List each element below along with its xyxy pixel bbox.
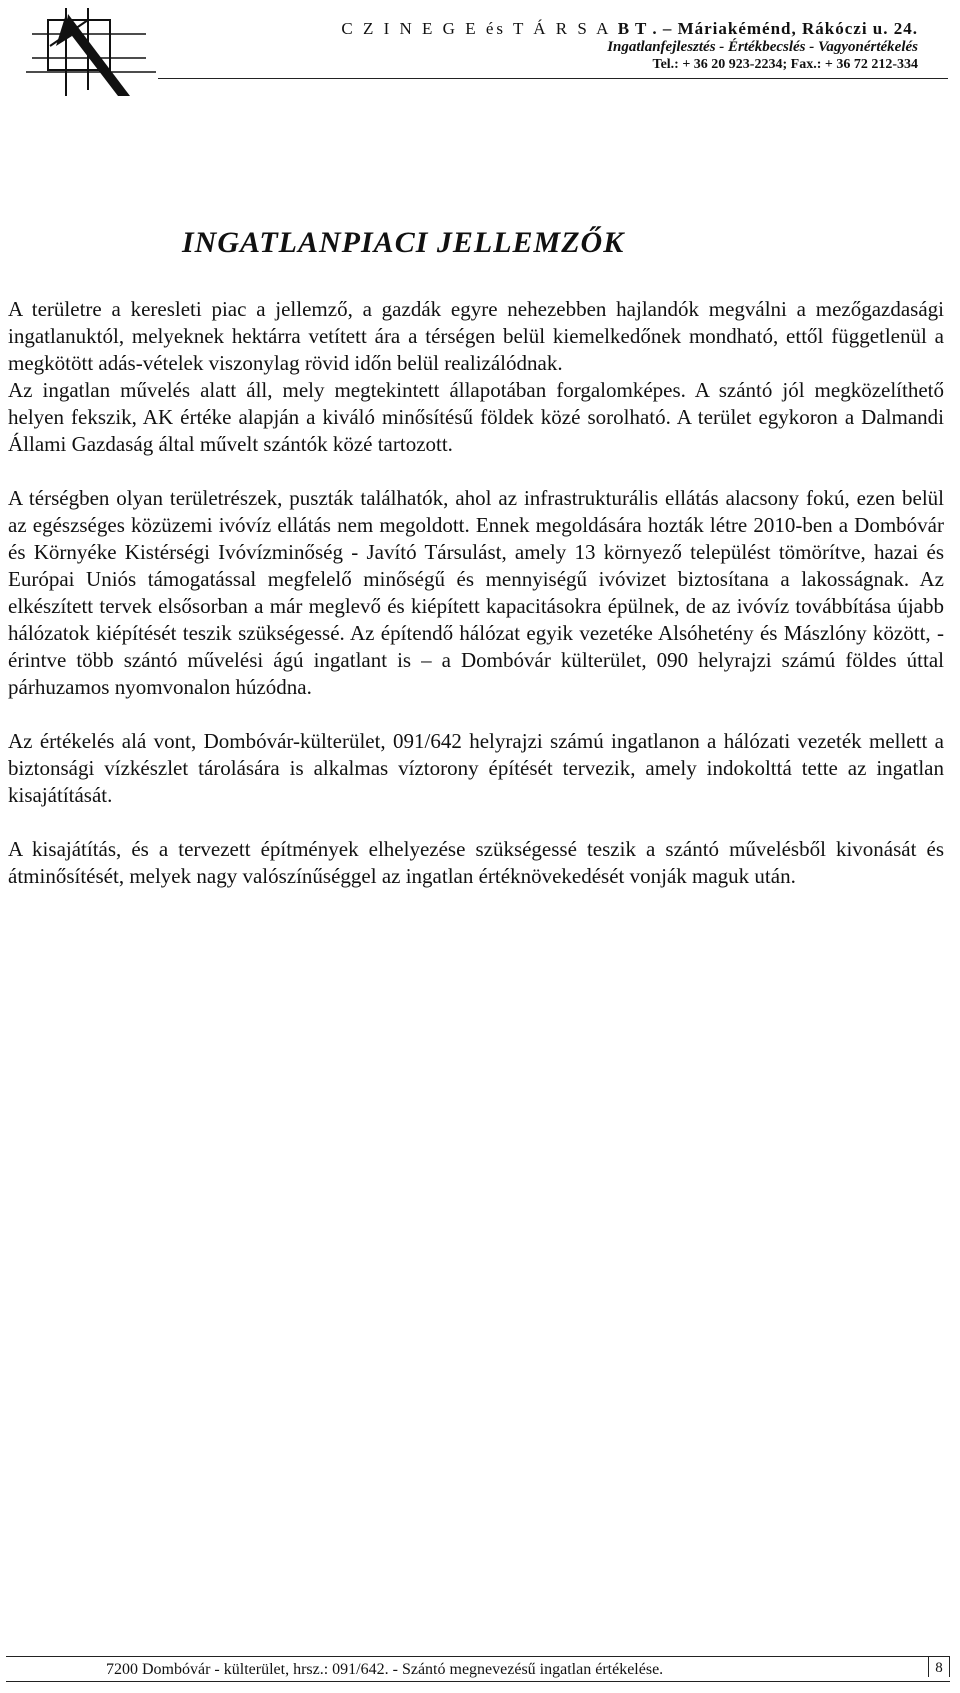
document-body: [8, 296, 944, 890]
paragraph-spacer: [8, 701, 944, 728]
paragraph: Az ingatlan művelés alatt áll, mely megtekintett állapotában forgalomképes. A szántó jól megközelíthető helyen fekszik, AK értéke alapján a kiváló minősítésű földek közé sorolható. A terület egykoron a Dalmandi Állami Gazdaság által művelt szántók közé tartozott.: [8, 378, 944, 456]
paragraph: A térségben olyan területrészek, puszták találhatók, ahol az infrastrukturális ellátás alacsony fokú, ezen belül az egészséges közüzemi ivóvíz ellátás nem megoldott. Ennek megoldására hozták létre 2010-ben a Dombóvár és Környéke Kistérségi Ivóvízminőség - Javító Társulást, amely 13 környező települést tömörítve, hazai és Európai Uniós támogatással megfelelő minőségű és mennyiségű ivóvizet biztosítana a lakosságnak. Az elkészített tervek elsősorban a már meglevő és kiépített kapacitásokra épülnek, de az ivóvíz továbbítása újabb hálózatok kiépítését teszik szükségessé. Az építendő hálózat egyik vezetéke Alsóhetény és Mászlóny között, - érintve több szántó művelési ágú ingatlant is – a Dombóvár külterület, 090 helyrajzi számú földes úttal párhuzamos nyomvonalon húzódna.: [8, 486, 944, 699]
page-number: 8: [928, 1657, 950, 1677]
company-info: [341, 20, 918, 74]
footer-text: 7200 Dombóvár - külterület, hrsz.: 091/642. - Szántó megnevezésű ingatlan értékelése.: [106, 1661, 664, 1678]
company-name: C Z I N E G E és T Á R S A: [341, 19, 611, 38]
letterhead: [18, 6, 948, 96]
paragraph-spacer: [8, 809, 944, 836]
footer-rule-bottom: [6, 1681, 950, 1682]
footer-rule-top: [6, 1656, 950, 1657]
paragraph: Az értékelés alá vont, Dombóvár-külterület, 091/642 helyrajzi számú ingatlanon a hálózati vezeték mellett a biztonsági vízkészlet tárolására is alkalmas víztorony építését tervezik, amely indokolttá tette az ingatlan kisajátítását.: [8, 729, 944, 807]
letterhead-rule: [158, 78, 948, 79]
paragraph: A kisajátítás, és a tervezett építmények elhelyezése szükségessé teszik a szántó művelésből kivonását és átminősítését, melyek nagy valószínűséggel az ingatlan értéknövekedését vonják maguk után.: [8, 837, 944, 888]
company-suffix: B T . – Máriakéménd, Rákóczi u. 24.: [617, 19, 918, 38]
page-footer: [6, 1653, 950, 1677]
paragraph: A területre a keresleti piac a jellemző, a gazdák egyre nehezebben hajlandók megválni a mezőgazdasági ingatlanuktól, melyeknek hektárra vetített ára a térségen belül kiemelkedőnek mondható, ettől függetlenül a megkötött adás-vételek viszonylag rövid időn belül realizálódnak.: [8, 297, 944, 375]
company-logo: [26, 6, 156, 98]
company-name-line: [341, 20, 918, 38]
company-tagline: Ingatlanfejlesztés - Értékbecslés - Vagyonértékelés: [607, 39, 918, 55]
page-title: INGATLANPIACI JELLEMZŐK: [182, 226, 625, 259]
company-phone: Tel.: + 36 20 923-2234; Fax.: + 36 72 212-334: [652, 57, 918, 72]
paragraph-spacer: [8, 458, 944, 485]
